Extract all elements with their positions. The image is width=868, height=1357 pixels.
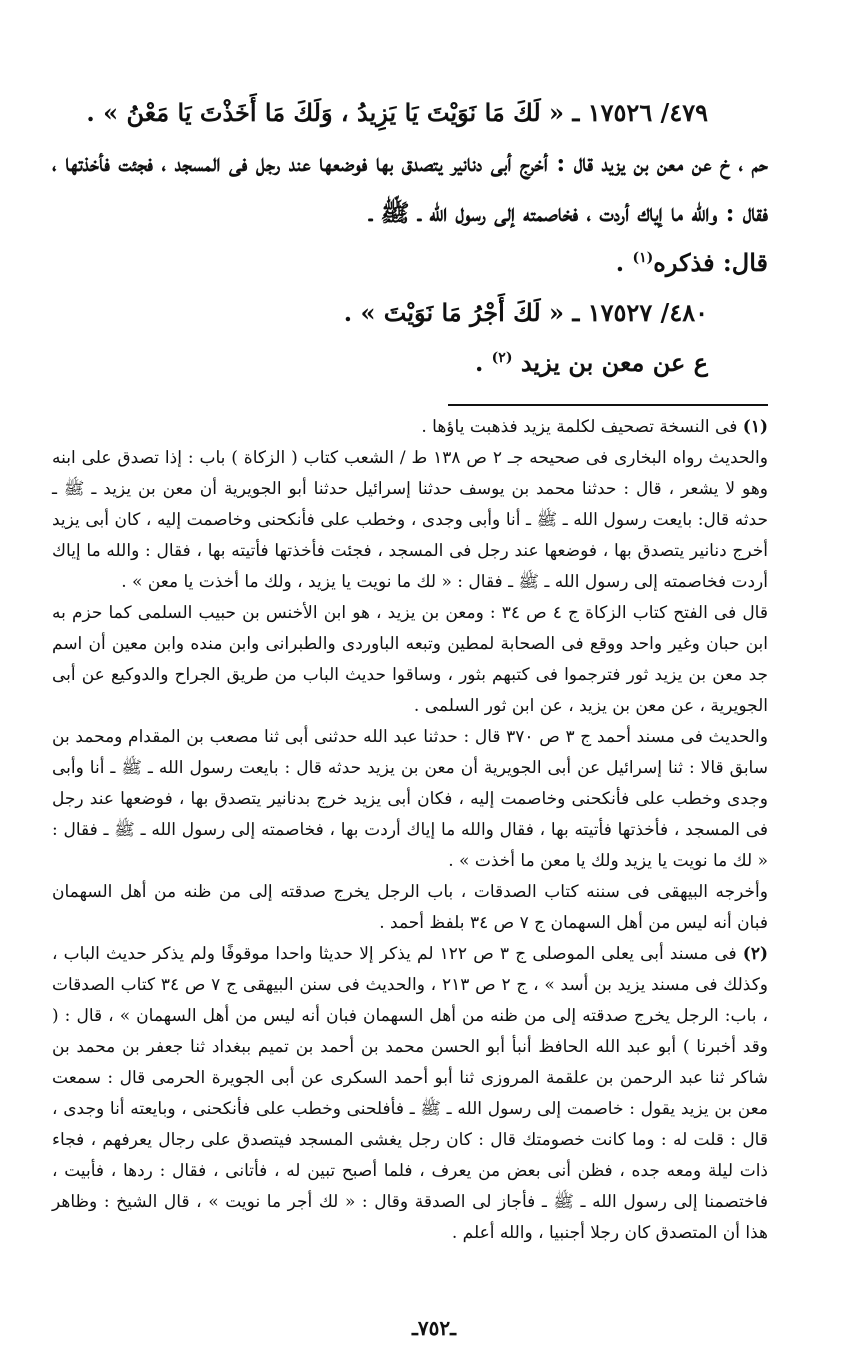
- footnote-1-paragraph-3: قال فى الفتح كتاب الزكاة ج ٤ ص ٣٤ : ومعن بن يزيد ، هو ابن الأخنس بن حبيب السلمى كما حزم به ابن حبان وغير واحد ووقع فى الصحابة لمطين وتبعه الباوردى والطبرانى وابن منده وابن معين أن اسم جد معن بن يزيد ثور فترجموا فى كتبهم بثور ، وساقوا حديث الباب من طريق الجراح والدوكيع عن أبى الجويرية ، عن معن بن يزيد ، عن ابن ثور السلمى .: [52, 603, 768, 716]
- footnote-separator: [448, 404, 768, 406]
- footnote-ref-1[interactable]: (١): [632, 250, 654, 266]
- hadith-479-source-text: حم ، خ عن معن بن يزيد قال : أخرج أبى دنانير يتصدق بها فوضعها عند رجل فى المسجد ، فجئت فأخذتها ، فقال : والله ما إياك أردت ، فخاصمته إلى رسول الله ـ ﷺ ـ: [52, 148, 768, 227]
- footnote-1-paragraph-5: وأخرجه البيهقى فى سننه كتاب الصدقات ، باب الرجل يخرج صدقته إلى من ظنه من أهل السهمان فبان أنه ليس من أهل السهمان ج ٧ ص ٣٤ بلفظ أحمد .: [52, 882, 768, 933]
- footnote-1-paragraph-2: والحديث رواه البخارى فى صحيحه جـ ٢ ص ١٣٨ ط / الشعب كتاب ( الزكاة ) باب : إذا تصدق على ابنه وهو لا يشعر ، قال : حدثنا محمد بن يوسف حدثنا إسرائيل حدثنا أبو الجويرية أن معن بن يزيد ـ ﷺ ـ حدثه قال: بايعت رسول الله ـ ﷺ ـ أنا وأبى وجدى ، وخطب على فأنكحنى وخاصمت إليه ، كان أبى يزيد أخرج دنانير يتصدق بها ، فوضعها عند رجل فى المسجد ، فجئت فأخذتها فأتيته بها ، فقال : والله ما إياك أردت فخاصمته إلى رسول الله ـ ﷺ ـ فقال : « لك ما نويت يا يزيد ، ولك ما أخذت يا معن » .: [52, 448, 768, 592]
- hadith-479-source: [52, 138, 768, 238]
- page-number: ـ٧٥٢ـ: [412, 1316, 456, 1340]
- footnotes: [52, 412, 768, 1249]
- footnote-1-paragraph-4: والحديث فى مسند أحمد ج ٣ ص ٣٧٠ قال : حدثنا عبد الله حدثنى أبى ثنا مصعب بن المقدام ومحمد بن سابق قالا : ثنا إسرائيل عن أبى الجويرية أن معن بن يزيد حدثه قال : بايعت رسول الله ـ ﷺ ـ أنا وأبى وجدى وخطب على فأنكحنى وخاصمت إليه ، فكان أبى يزيد خرج بدنانير يتصدق بها ، فوضعها عند رجل فى المسجد ، فأخذتها فأتيته بها ، فقال والله ما إياك أردت بها ، فخاصمته إلى رسول الله ـ ﷺ ـ فقال : « لك ما نويت يا يزيد ولك يا معن ما أخذت » .: [52, 727, 768, 871]
- footnote-ref-2[interactable]: (٢): [491, 350, 513, 366]
- hadith-480: ٤٨٠/ ١٧٥٢٧ ـ « لَكَ أَجْرُ مَا نَوَيْتَ » .: [343, 298, 708, 327]
- hadith-480-source: ع عن معن بن يزيد $^{(٢)}$ .: [474, 348, 708, 377]
- footnote-1-text: فى النسخة تصحيف لكلمة يزيد فذهبت ياؤها .: [421, 417, 738, 437]
- footnote-2-text: فى مسند أبى يعلى الموصلى ج ٣ ص ١٢٢ لم يذكر إلا حديثا واحدا موقوفًا ولم يذكر حديث الباب ، وكذلك فى مسند يزيد بن أسد » ، ج ٢ ص ٢١٣ ، والحديث فى سنن البيهقى ج ٧ ص ٣٤ كتاب الصدقات ، باب: الرجل يخرج صدقته إلى من ظنه من أهل السهمان فبان أنه ليس من أهل السهمان » ، قال : ( وقد أخبرنا ) أبو عبد الله الحافظ أنبأ أبو الحسن محمد بن أحمد بن تميم ببغداد ثنا جعفر بن محمد بن شاكر ثنا عبد الرحمن بن علقمة المروزى ثنا أبو أحمد السكرى عن أبى الجويرة الحرمى قال : سمعت معن بن يزيد يقول : خاصمت إلى رسول الله ـ ﷺ ـ فأفلحنى وخطب على فأنكحنى ، وبايعته أنا وجدى ، قال : قلت له : وما كانت خصومتك قال : كان رجل يغشى المسجد فيتصدق على رجال يعرفهم ، فجاء ذات ليلة ومعه جده ، فظن أنى بعض من يعرف ، فلما أصبح تبين له ، فأتانى ، فقال : ردها ، فأبيت ، فاختصمنا إلى رسول الله ـ ﷺ ـ فأجاز لى الصدقة وقال : « لك أجر ما نويت » ، قال الشيخ : وظاهر هذا أن المتصدق كان رجلا أجنبيا ، والله أعلم .: [52, 944, 768, 1243]
- hadith-479-source-end: قال: فذكره$^{(١)}$ .: [615, 248, 768, 277]
- footnote-2-line: [52, 939, 768, 1249]
- footnote-2-number: (٢): [742, 944, 768, 964]
- hadith-480-source-text: ع عن معن بن يزيد: [520, 348, 708, 377]
- main-text: [52, 88, 768, 388]
- footnote-1-number: (١): [742, 417, 768, 437]
- footnote-1-line: [52, 412, 768, 443]
- hadith-479: ٤٧٩/ ١٧٥٢٦ ـ « لَكَ مَا نَوَيْتَ يَا يَزِيدُ ، وَلَكَ مَا أَخَذْتَ يَا مَعْنُ » .: [86, 98, 708, 127]
- hadith-479-source-end-text: قال: فذكره: [653, 248, 768, 277]
